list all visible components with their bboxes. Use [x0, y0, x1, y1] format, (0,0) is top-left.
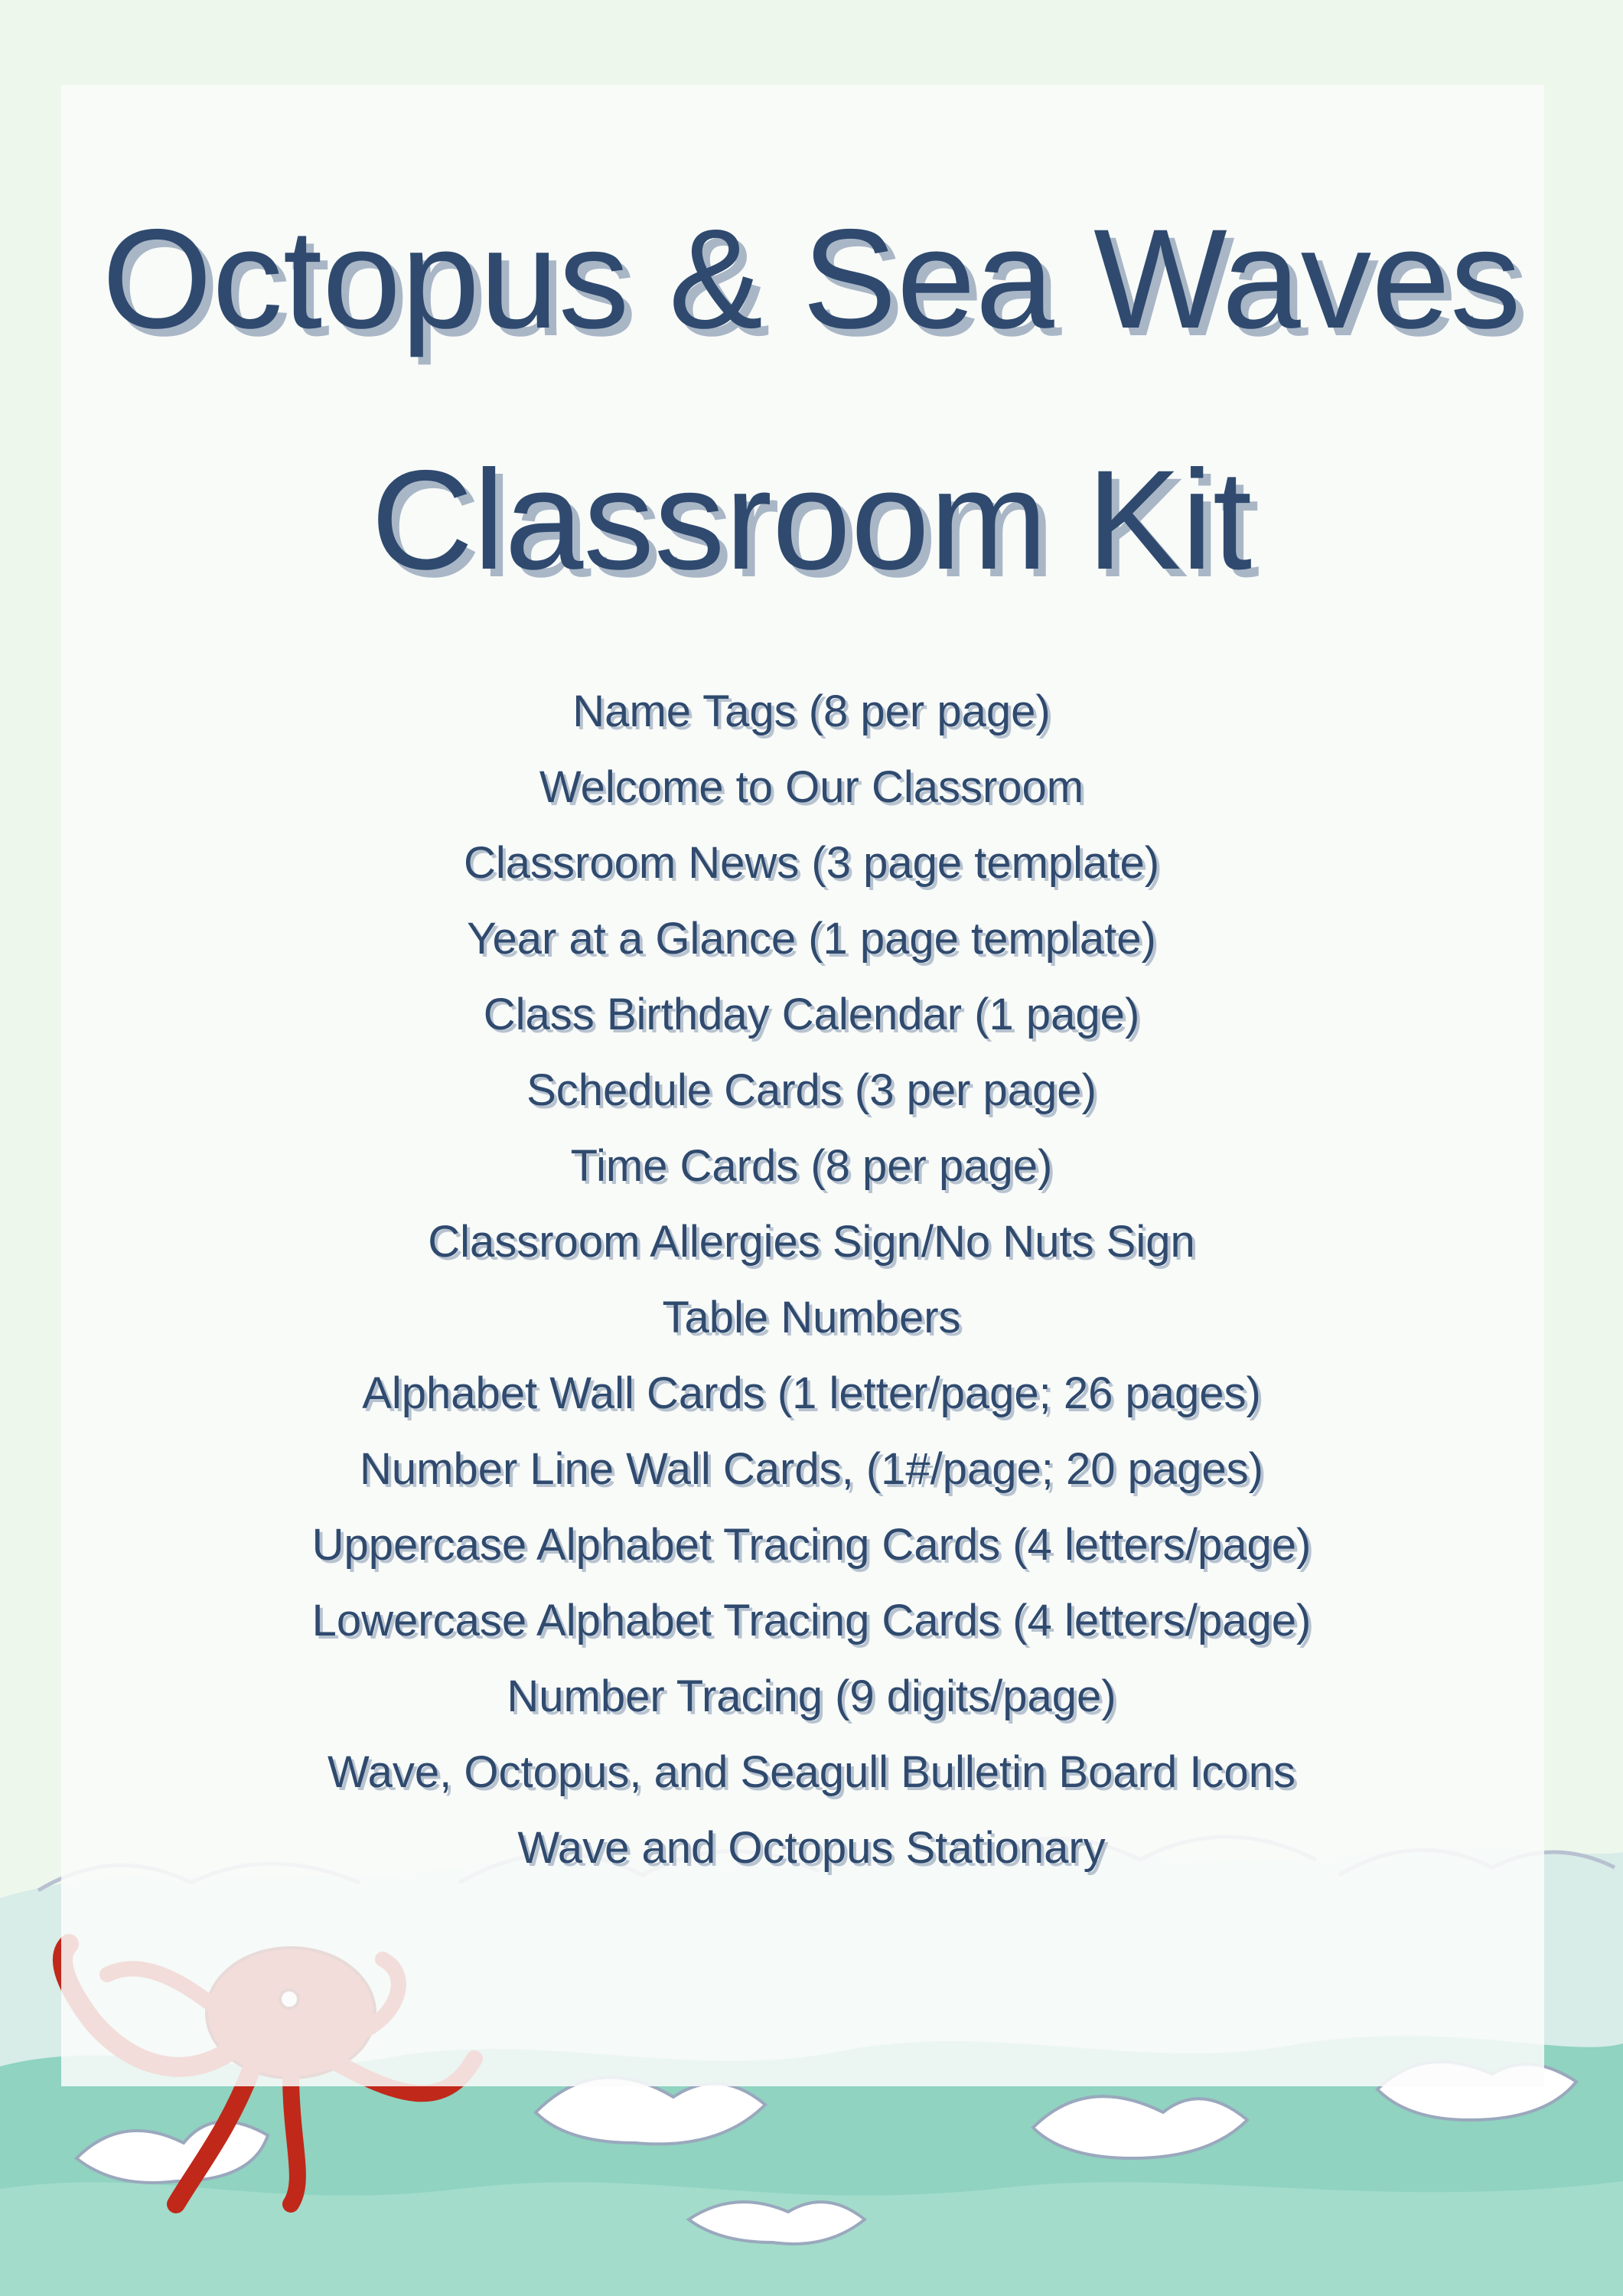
- list-item: Name Tags (8 per page): [572, 687, 1051, 736]
- list-item: Year at a Glance (1 page template): [467, 914, 1156, 964]
- list-item: Alphabet Wall Cards (1 letter/page; 26 pages): [362, 1368, 1261, 1418]
- list-item: Class Birthday Calendar (1 page): [483, 990, 1140, 1039]
- list-item: Wave and Octopus Stationary: [517, 1823, 1106, 1873]
- list-item: Schedule Cards (3 per page): [526, 1065, 1097, 1115]
- list-item: Classroom News (3 page template): [463, 838, 1160, 888]
- list-item: Classroom Allergies Sign/No Nuts Sign: [428, 1217, 1195, 1267]
- list-item: Number Line Wall Cards, (1#/page; 20 pages): [359, 1444, 1263, 1494]
- list-item: Lowercase Alphabet Tracing Cards (4 letters/page): [311, 1596, 1312, 1645]
- list-item: Welcome to Our Classroom: [539, 762, 1084, 812]
- kit-contents-list: [0, 673, 1623, 1886]
- page-title-line-2: Classroom Kit: [370, 442, 1253, 599]
- list-item: Wave, Octopus, and Seagull Bulletin Board Icons: [328, 1747, 1295, 1797]
- list-item: Number Tracing (9 digits/page): [507, 1671, 1116, 1721]
- page-title-line-1: Octopus & Sea Waves: [102, 201, 1521, 358]
- list-item: Uppercase Alphabet Tracing Cards (4 letters/page): [311, 1520, 1312, 1570]
- list-item: Time Cards (8 per page): [570, 1141, 1053, 1191]
- list-item: Table Numbers: [662, 1293, 961, 1342]
